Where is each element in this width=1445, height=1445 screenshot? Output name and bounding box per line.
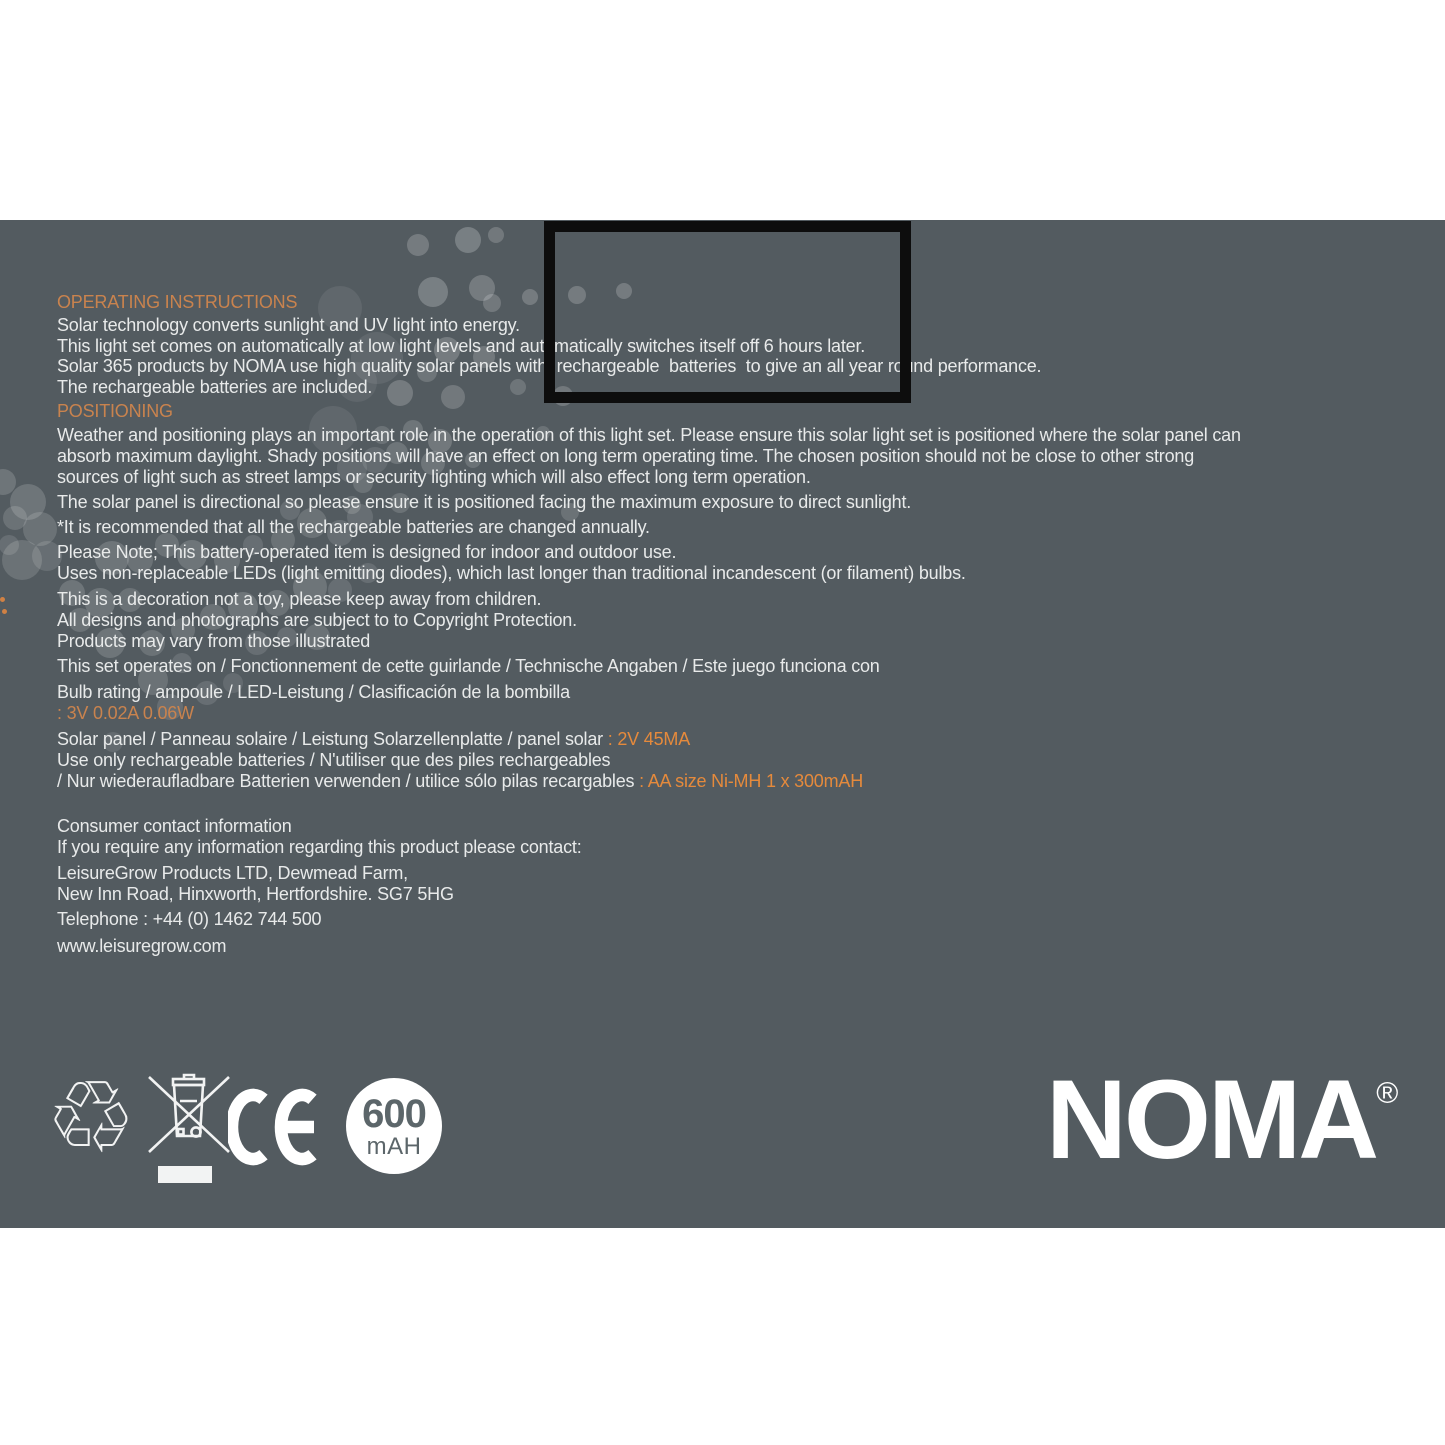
bulb-rating-value: : 3V 0.02A 0.06W bbox=[57, 703, 194, 723]
battery-capacity-value: 600 bbox=[362, 1092, 426, 1136]
bulb-rating-label: Bulb rating / ampoule / LED-Leistung / Clasificación de la bombilla bbox=[57, 682, 570, 702]
instruction-line: Solar 365 products by NOMA use high quality solar panels with rechargeable batteries to give an all year round performance. bbox=[57, 356, 1042, 376]
weee-crossed-bin-icon bbox=[146, 1070, 232, 1188]
positioning-line: sources of light such as street lamps or security lighting which will also effect long term operation. bbox=[57, 467, 811, 487]
note-line: Please Note; This battery-operated item is designed for indoor and outdoor use. bbox=[57, 542, 677, 562]
contact-address-line: LeisureGrow Products LTD, Dewmead Farm, bbox=[57, 863, 408, 883]
contact-website: www.leisuregrow.com bbox=[57, 936, 227, 956]
battery-label: / Nur wiederaufladbare Batterien verwenden / utilice sólo pilas recargables bbox=[57, 771, 635, 791]
battery-spec-line bbox=[57, 771, 863, 792]
note-line: The solar panel is directional so please ensure it is positioned facing the maximum exposure to direct sunlight. bbox=[57, 492, 912, 512]
contact-title: Consumer contact information bbox=[57, 816, 292, 836]
registered-trademark-symbol: ® bbox=[1376, 1077, 1399, 1110]
brand-name: NOMA bbox=[1046, 1057, 1377, 1182]
note-line: All designs and photographs are subject to to Copyright Protection. bbox=[57, 610, 577, 630]
die-cut-window-frame bbox=[544, 221, 911, 403]
solar-panel-spec-line bbox=[57, 729, 690, 750]
contact-intro: If you require any information regarding this product please contact: bbox=[57, 837, 582, 857]
contact-telephone: Telephone : +44 (0) 1462 744 500 bbox=[57, 909, 322, 929]
solar-panel-label: Solar panel / Panneau solaire / Leistung Solarzellenplatte / panel solar bbox=[57, 729, 603, 749]
gray-instruction-panel bbox=[0, 220, 1445, 1228]
ce-mark-icon bbox=[228, 1088, 322, 1166]
instruction-line: This light set comes on automatically at low light levels and automatically switches itself off 6 hours later. bbox=[57, 336, 866, 356]
note-line: Products may vary from those illustrated bbox=[57, 631, 371, 651]
battery-capacity-unit: mAH bbox=[366, 1133, 422, 1160]
positioning-line: Weather and positioning plays an important role in the operation of this light set. Please ensure this solar light set is positioned where the solar panel can bbox=[57, 425, 1241, 445]
note-line: This is a decoration not a toy, please keep away from children. bbox=[57, 589, 542, 609]
positioning-line: absorb maximum daylight. Shady positions will have an effect on long term operating time. The chosen position should not be close to other strong bbox=[57, 446, 1195, 466]
note-line: *It is recommended that all the rechargeable batteries are changed annually. bbox=[57, 517, 650, 537]
weee-product-bar bbox=[158, 1166, 212, 1183]
instruction-line: Solar technology converts sunlight and UV light into energy. bbox=[57, 315, 520, 335]
operating-instructions-heading: OPERATING INSTRUCTIONS bbox=[57, 292, 298, 312]
spec-intro-line: This set operates on / Fonctionnement de cette guirlande / Technische Angaben / Este juego funciona con bbox=[57, 656, 880, 676]
battery-capacity-badge bbox=[346, 1078, 442, 1174]
recycling-icon: ♲ bbox=[46, 1059, 136, 1176]
battery-note-line: Use only rechargeable batteries / N'utiliser que des piles rechargeables bbox=[57, 750, 611, 770]
noma-logo bbox=[1046, 1057, 1399, 1182]
note-line: Uses non-replaceable LEDs (light emitting diodes), which last longer than traditional incandescent (or filament) bulbs. bbox=[57, 563, 966, 583]
battery-value: : AA size Ni-MH 1 x 300mAH bbox=[634, 771, 863, 791]
instruction-line: The rechargeable batteries are included. bbox=[57, 377, 373, 397]
contact-address-line: New Inn Road, Hinxworth, Hertfordshire. SG7 5HG bbox=[57, 884, 454, 904]
solar-panel-value: : 2V 45MA bbox=[602, 729, 691, 749]
positioning-heading: POSITIONING bbox=[57, 401, 173, 421]
